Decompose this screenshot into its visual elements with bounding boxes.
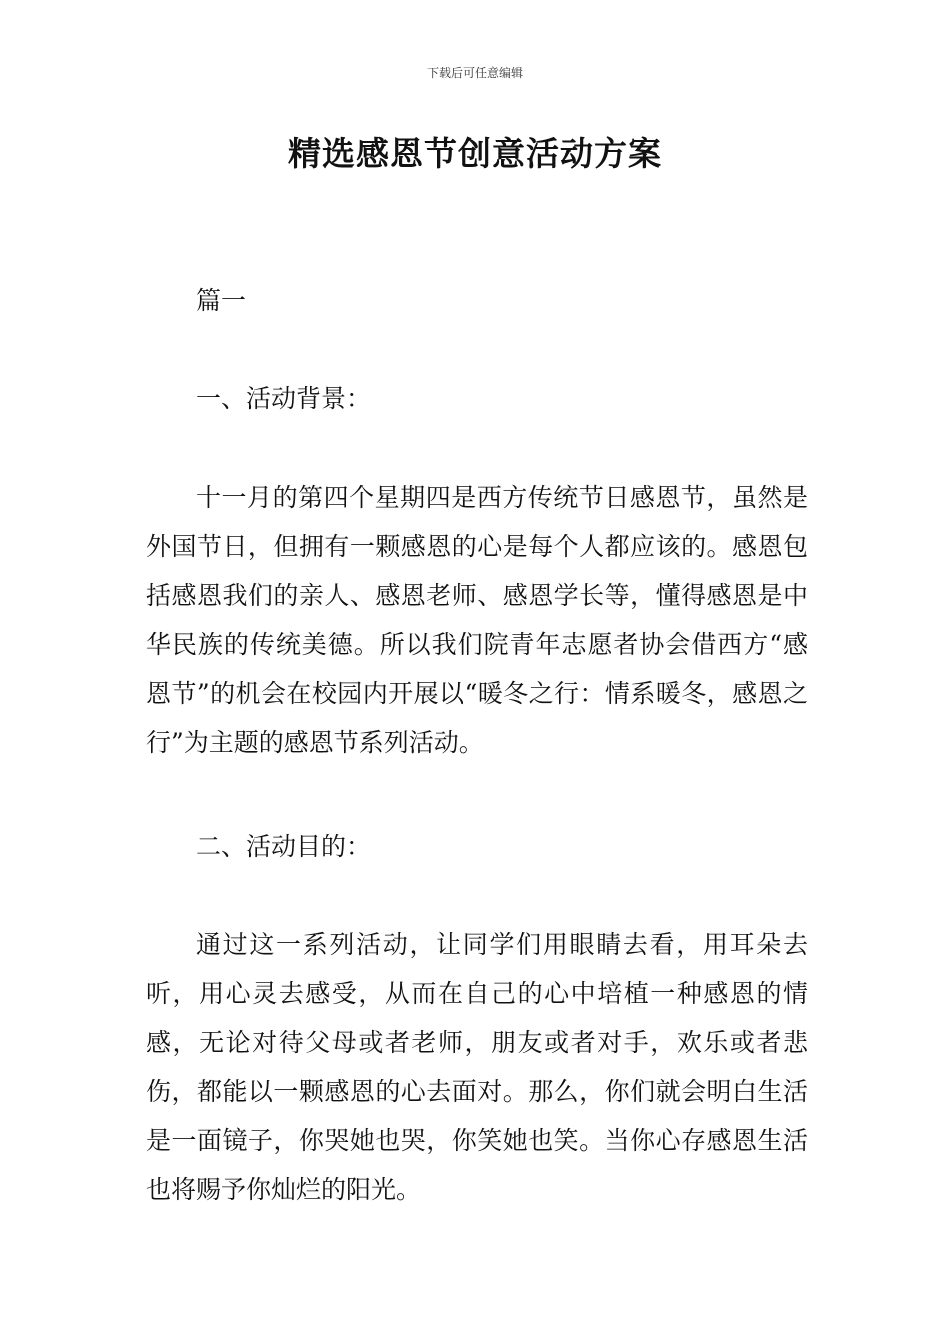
section-label: 篇一	[196, 286, 247, 315]
paragraph-background: 十一月的第四个星期四是西方传统节日感恩节，虽然是外国节日，但拥有一颗感恩的心是每个人都应该的。感恩包括感恩我们的亲人、感恩老师、感恩学长等，懂得感恩是中华民族的传统美德。所以我们院青年志愿者协会借西方“感恩节”的机会在校园内开展以“暖冬之行：情系暖冬，感恩之行”为主题的感恩节系列活动。	[146, 483, 808, 757]
section-heading-purpose: 二、活动目的：	[196, 832, 372, 861]
page-header-note: 下载后可任意编辑	[426, 66, 523, 80]
paragraph-purpose: 通过这一系列活动，让同学们用眼睛去看，用耳朵去听，用心灵去感受，从而在自己的心中培植一种感恩的情感，无论对待父母或者老师，朋友或者对手，欢乐或者悲伤，都能以一颗感恩的心去面对。那么，你们就会明白生活是一面镜子，你哭她也哭，你笑她也笑。当你心存感恩生活也将赐予你灿烂的阳光。	[146, 930, 808, 1204]
document-title: 精选感恩节创意活动方案	[288, 134, 662, 173]
section-heading-background: 一、活动背景：	[196, 384, 372, 413]
